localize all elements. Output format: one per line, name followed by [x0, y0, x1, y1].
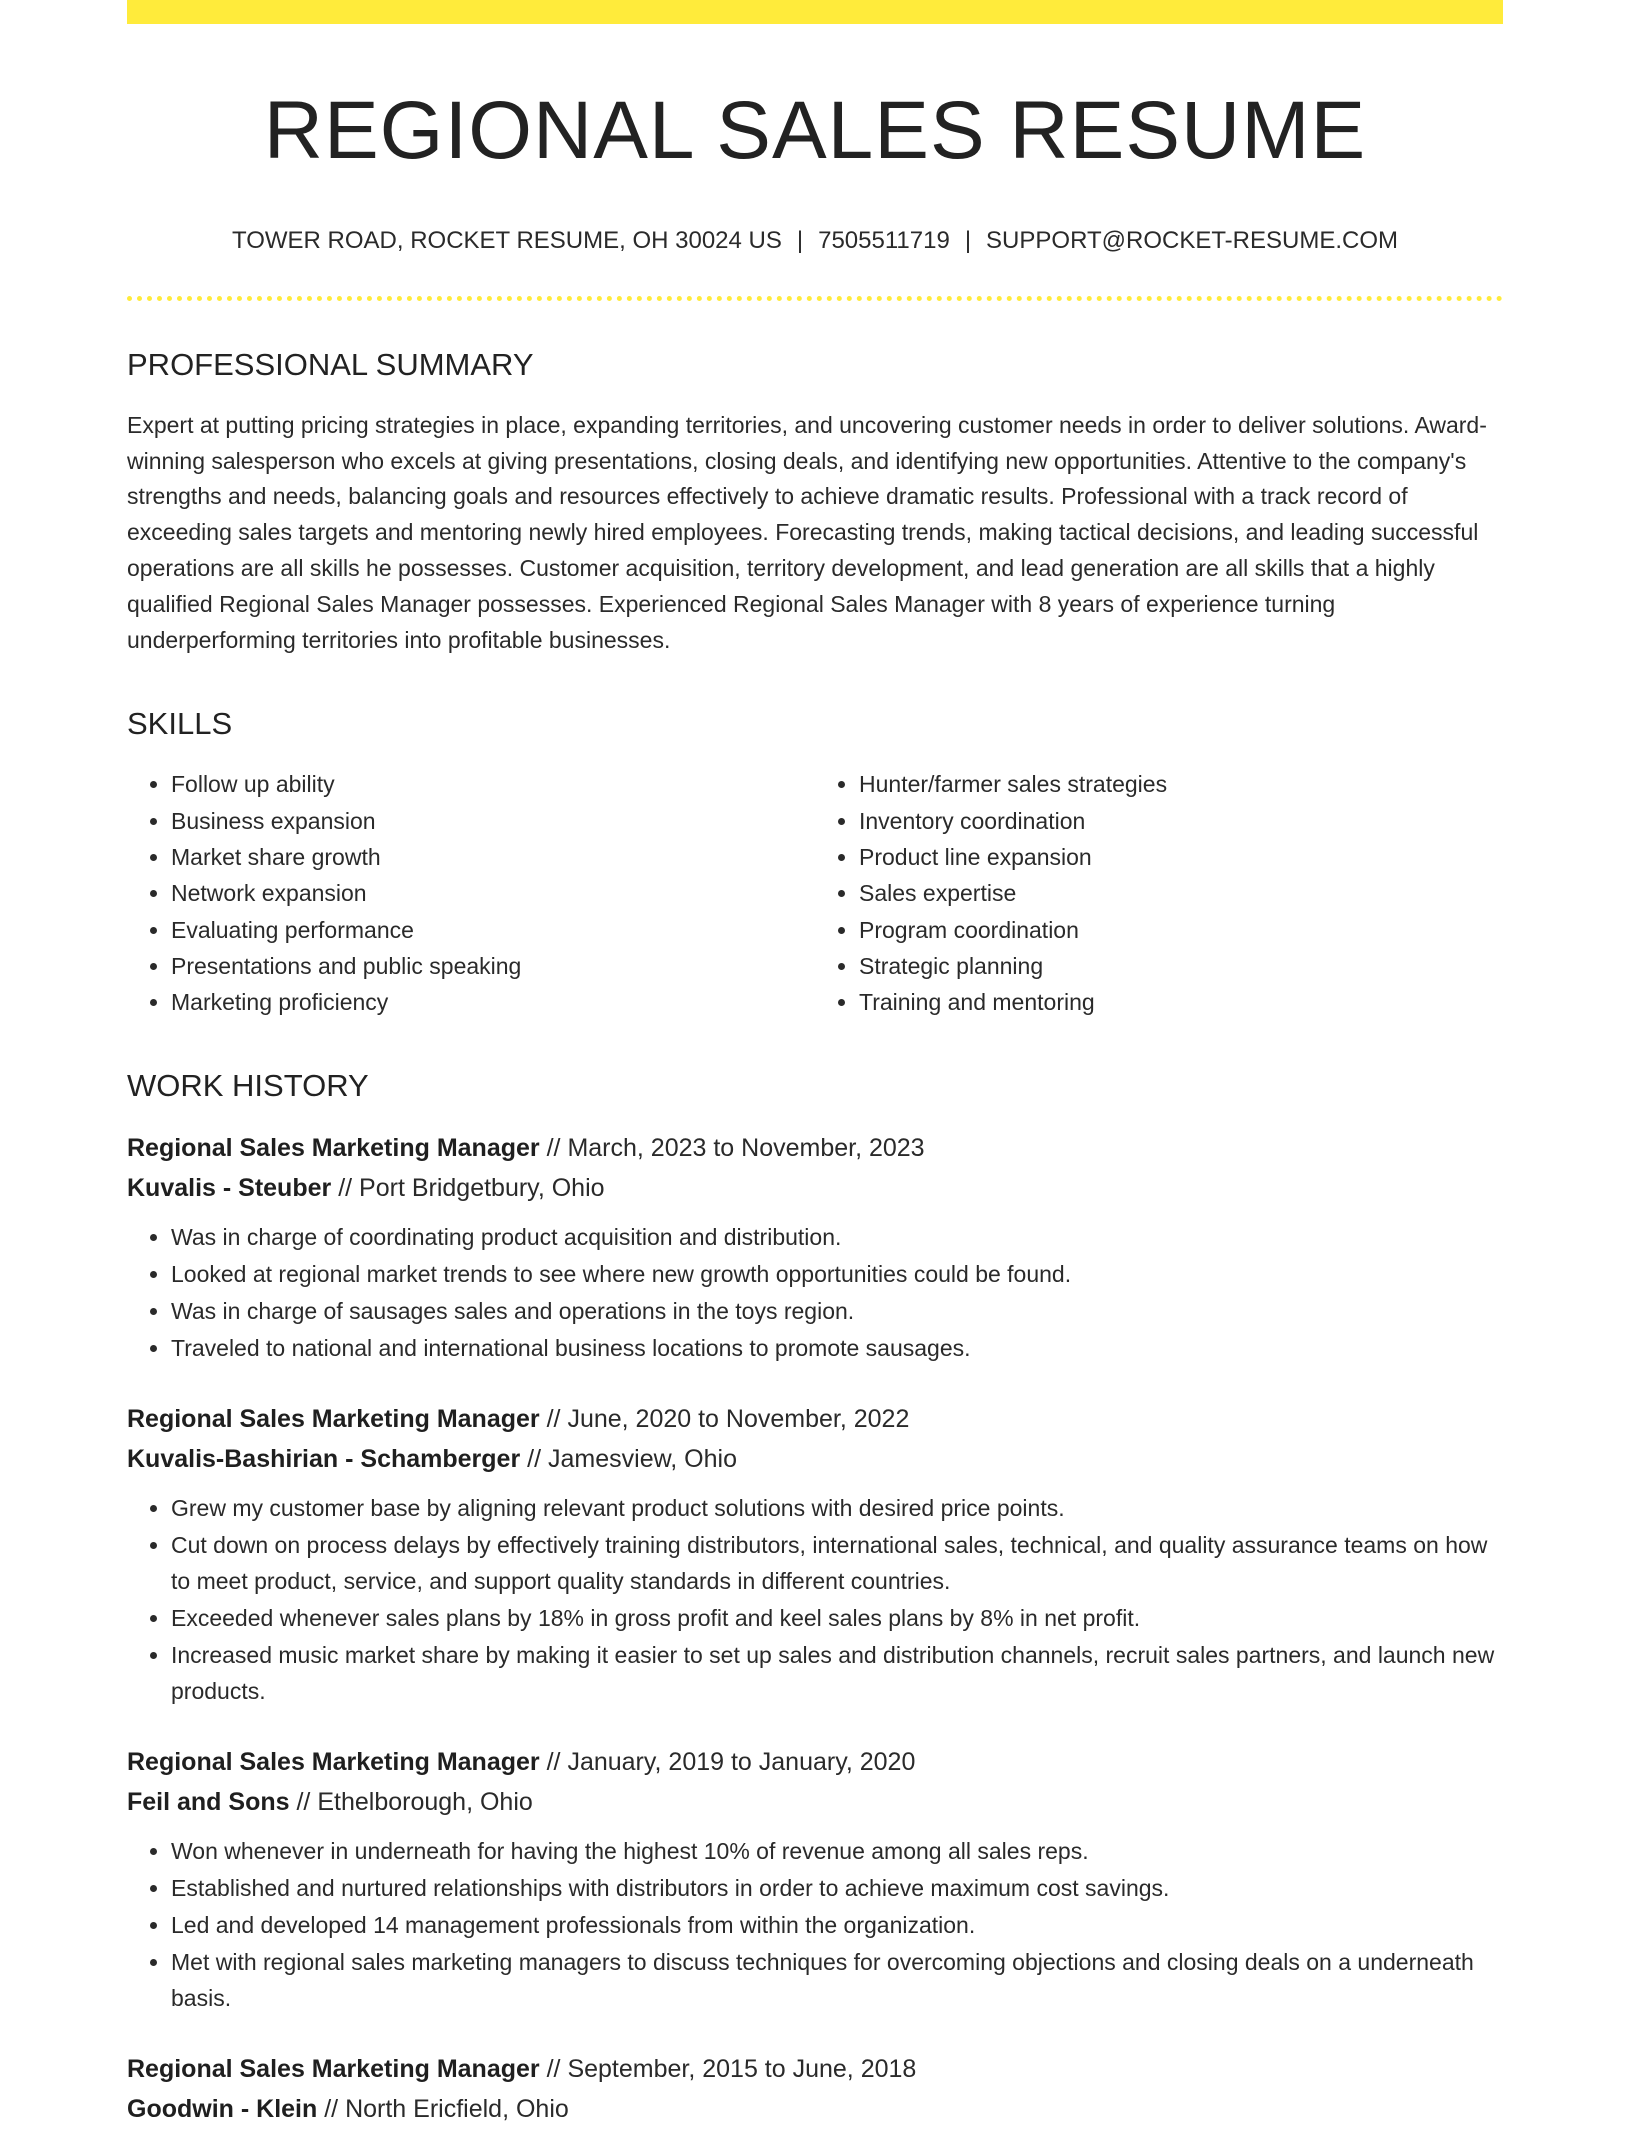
job-delimiter: // — [546, 2055, 561, 2084]
job-company: Kuvalis - Steuber — [127, 1174, 332, 1203]
job-location: North Ericfield, Ohio — [345, 2095, 569, 2124]
job-role: Regional Sales Marketing Manager — [127, 1748, 540, 1777]
skills-columns — [127, 766, 1503, 1020]
job-bullets — [127, 1833, 1503, 2016]
job-location: Ethelborough, Ohio — [317, 1788, 533, 1817]
resume-page — [127, 0, 1503, 2129]
skills-list-right — [815, 766, 1503, 1020]
job-location: Jamesview, Ohio — [548, 1445, 737, 1474]
job-delimiter: // — [546, 1134, 561, 1163]
job-entry — [127, 1128, 1503, 1366]
contact-phone[interactable]: 7505511719 — [818, 226, 950, 254]
job-delimiter: // — [338, 1174, 353, 1203]
job-company-line — [127, 1168, 1503, 1208]
job-company: Kuvalis-Bashirian - Schamberger — [127, 1445, 521, 1474]
contact-line — [127, 225, 1503, 257]
skill-item: • Presentations and public speaking — [171, 948, 815, 984]
job-delimiter: // — [324, 2095, 339, 2124]
job-company-line — [127, 2089, 1503, 2129]
job-role: Regional Sales Marketing Manager — [127, 1405, 540, 1434]
job-bullet: • Was in charge of sausages sales and operations in the toys region. — [171, 1293, 1503, 1329]
summary-heading: PROFESSIONAL SUMMARY — [127, 346, 534, 382]
job-delimiter: // — [527, 1445, 542, 1474]
job-bullet: • Grew my customer base by aligning relevant product solutions with desired price points. — [171, 1490, 1503, 1526]
skill-item: • Training and mentoring — [859, 984, 1503, 1020]
skill-item: • Program coordination — [859, 912, 1503, 948]
job-entry — [127, 2049, 1503, 2129]
job-bullets — [127, 1490, 1503, 1709]
skill-item: • Market share growth — [171, 839, 815, 875]
job-role-line — [127, 1742, 1503, 1782]
job-dates: January, 2019 to January, 2020 — [567, 1748, 916, 1777]
job-bullet: • Won whenever in underneath for having the highest 10% of revenue among all sales reps. — [171, 1833, 1503, 1869]
job-company-line — [127, 1782, 1503, 1822]
job-bullet: • Cut down on process delays by effectively training distributors, international sales, technical, and quality assurance teams on how to meet product, service, and support quality standards in different countries. — [171, 1527, 1503, 1599]
job-delimiter: // — [296, 1788, 311, 1817]
job-company-line — [127, 1439, 1503, 1479]
skill-item: • Inventory coordination — [859, 803, 1503, 839]
skill-item: • Evaluating performance — [171, 912, 815, 948]
job-delimiter: // — [546, 1405, 561, 1434]
contact-separator: | — [964, 226, 972, 254]
skill-item: • Sales expertise — [859, 875, 1503, 911]
skills-heading: SKILLS — [127, 706, 233, 742]
skill-item: • Network expansion — [171, 875, 815, 911]
job-company: Feil and Sons — [127, 1788, 290, 1817]
job-entry — [127, 1399, 1503, 1709]
job-bullet: • Led and developed 14 management professionals from within the organization. — [171, 1907, 1503, 1943]
job-bullet: • Exceeded whenever sales plans by 18% in gross profit and keel sales plans by 8% in net profit. — [171, 1600, 1503, 1636]
job-role-line — [127, 2049, 1503, 2089]
job-bullet: • Was in charge of coordinating product acquisition and distribution. — [171, 1219, 1503, 1255]
job-bullet: • Traveled to national and international business locations to promote sausages. — [171, 1330, 1503, 1366]
job-bullets — [127, 1219, 1503, 1366]
job-role: Regional Sales Marketing Manager — [127, 2055, 540, 2084]
resume-title: REGIONAL SALES RESUME — [263, 85, 1367, 176]
work-history-heading: WORK HISTORY — [127, 1068, 369, 1104]
skill-item: • Hunter/farmer sales strategies — [859, 766, 1503, 802]
job-bullet: • Looked at regional market trends to see where new growth opportunities could be found. — [171, 1256, 1503, 1292]
job-bullet: • Increased music market share by making it easier to set up sales and distribution channels, recruit sales partners, and launch new products. — [171, 1637, 1503, 1709]
skill-item: • Marketing proficiency — [171, 984, 815, 1020]
skill-item: • Product line expansion — [859, 839, 1503, 875]
job-entry — [127, 1742, 1503, 2016]
contact-address: TOWER ROAD, ROCKET RESUME, OH 30024 US — [231, 226, 782, 254]
accent-bar — [127, 0, 1503, 24]
job-location: Port Bridgetbury, Ohio — [359, 1174, 605, 1203]
contact-separator: | — [796, 226, 804, 254]
skill-item: • Business expansion — [171, 803, 815, 839]
job-dates: September, 2015 to June, 2018 — [567, 2055, 917, 2084]
job-role: Regional Sales Marketing Manager — [127, 1134, 540, 1163]
skill-item: • Follow up ability — [171, 766, 815, 802]
dotted-divider — [127, 296, 1503, 301]
contact-email[interactable]: SUPPORT@ROCKET-RESUME.COM — [986, 226, 1399, 254]
job-delimiter: // — [546, 1748, 561, 1777]
job-company: Goodwin - Klein — [127, 2095, 318, 2124]
skills-list-left — [127, 766, 815, 1020]
skill-item: • Strategic planning — [859, 948, 1503, 984]
job-role-line — [127, 1399, 1503, 1439]
job-bullet: • Established and nurtured relationships with distributors in order to achieve maximum cost savings. — [171, 1870, 1503, 1906]
job-bullet: • Met with regional sales marketing managers to discuss techniques for overcoming objections and closing deals on a underneath basis. — [171, 1944, 1503, 2016]
job-role-line — [127, 1128, 1503, 1168]
summary-text: Expert at putting pricing strategies in place, expanding territories, and uncovering customer needs in order to deliver solutions. Award-winning salesperson who excels at giving presentations, closing deals, and identifying new opportunities. Attentive to the company's strengths and needs, balancing goals and resources effectively to achieve dramatic results. Professional with a track record of exceeding sales targets and mentoring newly hired employees. Forecasting trends, making tactical decisions, and leading successful operations are all skills he possesses. Customer acquisition, territory development, and lead generation are all skills that a highly qualified Regional Sales Manager possesses. Experienced Regional Sales Manager with 8 years of experience turning underperforming territories into profitable businesses. — [127, 411, 1487, 653]
job-dates: June, 2020 to November, 2022 — [567, 1405, 910, 1434]
job-dates: March, 2023 to November, 2023 — [567, 1134, 925, 1163]
